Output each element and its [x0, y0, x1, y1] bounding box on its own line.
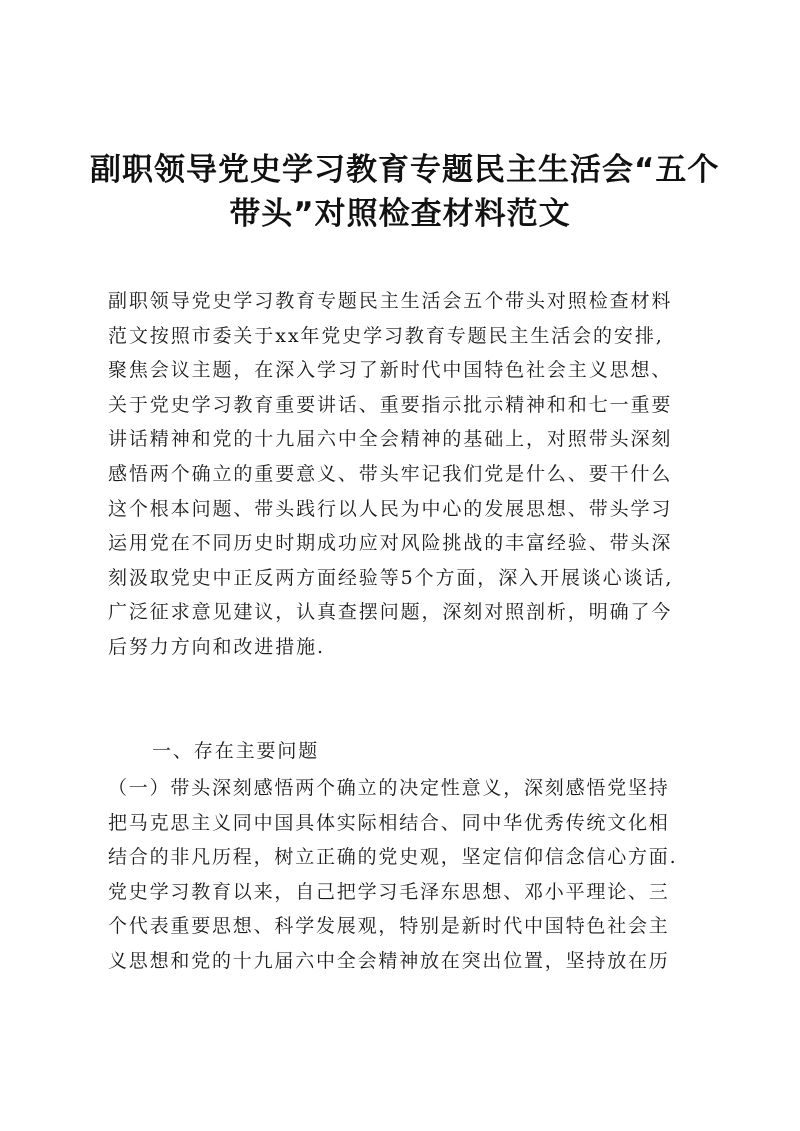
title-line: 带头”对照检查材料范文 — [229, 196, 571, 232]
intro-paragraph — [108, 284, 698, 665]
section-line: 义思想和党的十九届六中全会精神放在突出位置，坚持放在历 — [108, 949, 670, 972]
section-paragraph — [108, 771, 698, 979]
intro-line: 聚焦会议主题，在深入学习了新时代中国特色社会主义思想、 — [108, 359, 673, 382]
section-line: 党史学习教育以来，自己把学习毛泽东思想、邓小平理论、三 — [108, 880, 670, 903]
document-title — [90, 148, 720, 236]
section-line: 把马克思主义同中国具体实际相结合、同中华优秀传统文化相 — [108, 811, 670, 834]
title-line: 副职领导党史学习教育专题民主生活会“五个 — [90, 152, 720, 188]
intro-line: 这个根本问题、带头践行以人民为中心的发展思想、带头学习 — [108, 497, 673, 520]
intro-line: 关于党史学习教育重要讲话、重要指示批示精神和和七一重要 — [108, 393, 673, 416]
intro-line: 刻汲取党史中正反两方面经验等5个方面，深入开展谈心谈话, — [108, 566, 674, 589]
section-line: （一）带头深刻感悟两个确立的决定性意义，深刻感悟党坚持 — [108, 777, 670, 799]
intro-line: 感悟两个确立的重要意义、带头牢记我们党是什么、要干什么 — [108, 462, 673, 485]
intro-line: 后努力方向和改进措施. — [108, 635, 325, 658]
intro-line: 副职领导党史学习教育专题民主生活会五个带头对照检查材料 — [108, 290, 673, 312]
section-line: 个代表重要思想、科学发展观，特别是新时代中国特色社会主 — [108, 915, 670, 938]
intro-line: 讲话精神和党的十九届六中全会精神的基础上，对照带头深刻 — [108, 428, 673, 451]
intro-line: 范文按照市委关于xx年党史学习教育专题民主生活会的安排, — [108, 324, 664, 347]
section-heading: 一、存在主要问题 — [152, 740, 320, 762]
intro-line: 运用党在不同历史时期成功应对风险挑战的丰富经验、带头深 — [108, 532, 673, 555]
intro-line: 广泛征求意见建议，认真查摆问题，深刻对照剖析，明确了今 — [108, 601, 673, 624]
section-line: 结合的非凡历程，树立正确的党史观，坚定信仰信念信心方面. — [108, 846, 678, 869]
